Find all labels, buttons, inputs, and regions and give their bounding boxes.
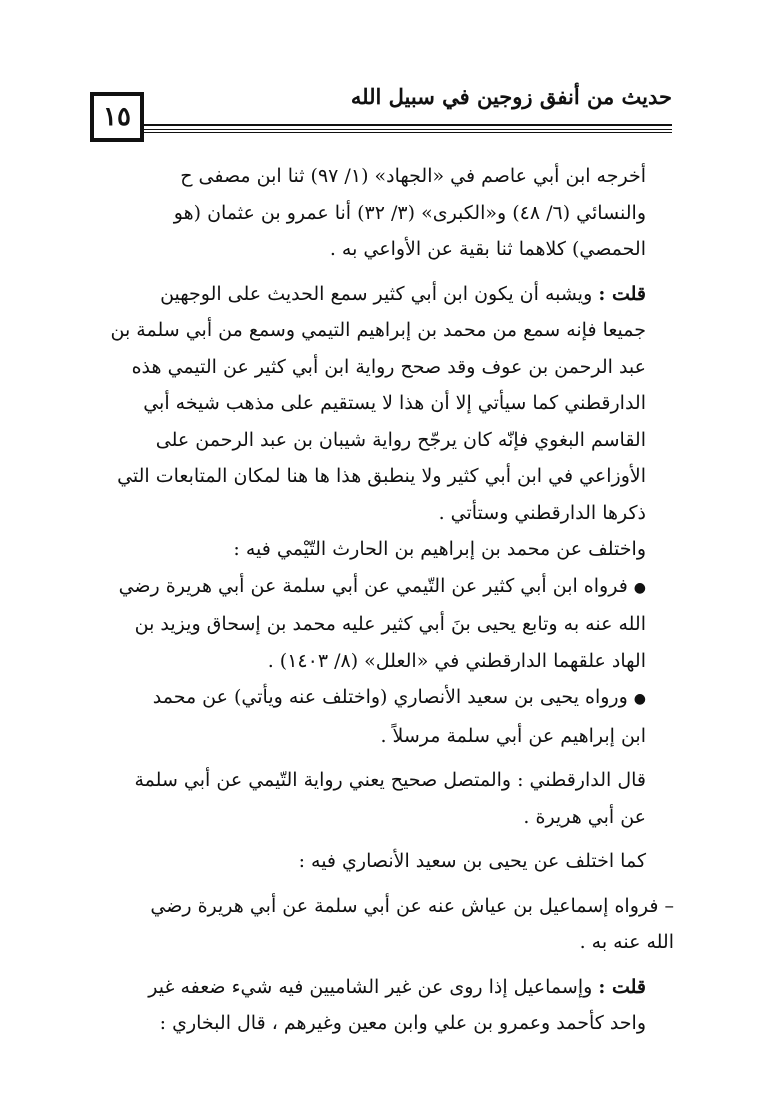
text-line: ذكرها الدارقطني وستأتي . — [438, 501, 646, 524]
header-rule — [144, 129, 672, 130]
paragraph — [92, 158, 674, 268]
text-line: أخرجه ابن أبي عاصم في «الجهاد» (١/ ٩٧) ثنا ابن مصفى ح — [180, 165, 646, 187]
bullet-item — [92, 568, 674, 680]
text-line: وإسماعيل إذا روى عن غير الشاميين فيه شيء ضعفه غير — [148, 975, 599, 998]
text-line: واحد كأحمد وعمرو بن علي وابن معين وغيرهم ، قال البخاري : — [159, 1012, 646, 1034]
page-header — [90, 80, 672, 152]
text-line: الدارقطني كما سيأتي إلا أن هذا لا يستقيم على مذهب شيخه أبي — [143, 392, 646, 414]
body-text — [92, 158, 674, 1042]
bullet-icon: ● — [633, 691, 646, 707]
paragraph — [92, 888, 674, 961]
paragraph — [92, 531, 674, 568]
text-line: عبد الرحمن بن عوف وقد صحح رواية ابن أبي كثير عن التيمي هذه — [131, 355, 646, 378]
text-line: والنسائي (٦/ ٤٨) و«الكبرى» (٣/ ٣٢) أنا عمرو بن عثمان (هو — [173, 201, 646, 224]
text-line: ابن إبراهيم عن أبي سلمة مرسلاً . — [380, 724, 646, 747]
paragraph — [92, 276, 674, 532]
text-line: الله عنه به . — [579, 931, 674, 953]
text-line: الله عنه به وتابع يحيى بنَ أبي كثير عليه محمد بن إسحاق ويزيد بن — [134, 613, 646, 635]
text-line: فرواه ابن أبي كثير عن التّيمي عن أبي سلمة عن أبي هريرة رضي — [118, 574, 628, 597]
text-line: قال الدارقطني : والمتصل صحيح يعني رواية التّيمي عن أبي سلمة — [134, 769, 646, 791]
text-line: القاسم البغوي فإنّه كان يرجّح رواية شيبان بن عبد الرحمن على — [155, 428, 646, 451]
header-rule — [144, 124, 672, 126]
lead-word: قلت : — [598, 975, 646, 998]
header-rule — [144, 132, 672, 133]
text-line: واختلف عن محمد بن إبراهيم بن الحارث التّيْمي فيه : — [233, 538, 646, 560]
paragraph — [92, 843, 674, 880]
text-line: كما اختلف عن يحيى بن سعيد الأنصاري فيه : — [298, 850, 646, 872]
text-line: ويشبه أن يكون ابن أبي كثير سمع الحديث على الوجهين — [160, 282, 599, 305]
lead-word: قلت : — [598, 282, 646, 305]
text-line: عن أبي هريرة . — [523, 805, 646, 828]
text-line: الأوزاعي في ابن أبي كثير ولا ينطبق هذا ها هنا لمكان المتابعات التي — [117, 465, 646, 487]
running-title: حديث من أنفق زوجين في سبيل الله — [350, 84, 672, 109]
text-line: ورواه يحيى بن سعيد الأنصاري (واختلف عنه ويأتي) عن محمد — [152, 686, 628, 708]
page-number: ١٥ — [90, 92, 144, 142]
text-line: – فرواه إسماعيل بن عياش عنه عن أبي سلمة عن أبي هريرة رضي — [150, 894, 674, 917]
bullet-icon: ● — [633, 579, 646, 596]
text-line: جميعا فإنه سمع من محمد بن إبراهيم التيمي وسمع من أبي سلمة بن — [110, 319, 646, 341]
text-line: الحمصي) كلاهما ثنا بقية عن الأواعي به . — [329, 238, 646, 260]
bullet-item — [92, 679, 674, 754]
paragraph — [92, 969, 674, 1042]
text-line: الهاد علقهما الدارقطني في «العلل» (٨/ ١٤٠٣) . — [267, 649, 646, 672]
paragraph — [92, 762, 674, 835]
